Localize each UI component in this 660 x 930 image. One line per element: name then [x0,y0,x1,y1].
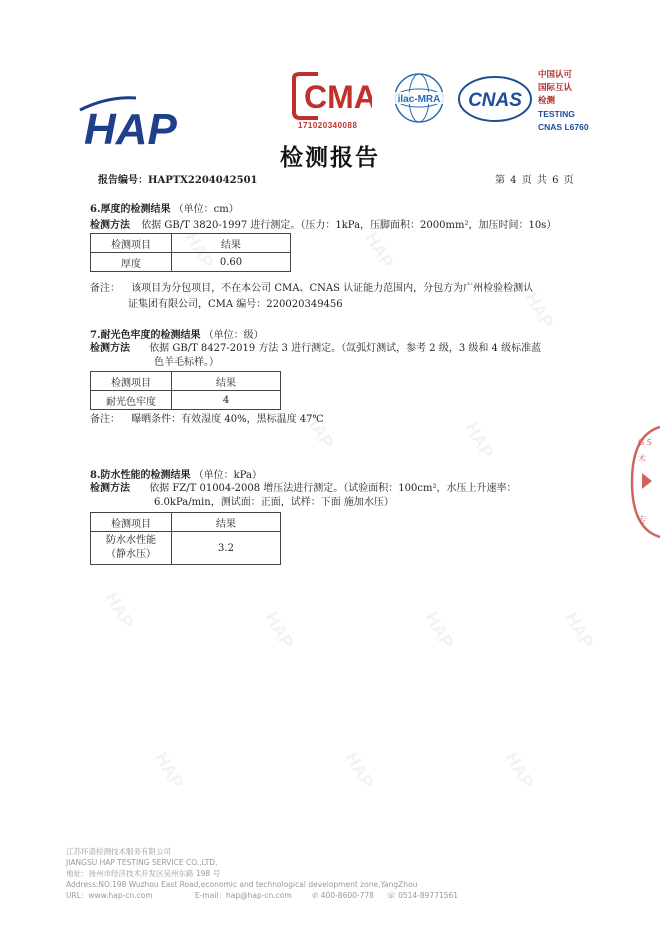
section-lightfastness-title [90,326,264,341]
accreditation-text [538,69,589,134]
watermark: HAP [301,408,338,452]
footer-phone: 400-8600-778 [320,891,374,900]
table-row [91,253,291,272]
section-title: 7.耐光色牢度的检测结果 [90,330,201,341]
table-row [91,532,281,565]
method-text: 依据 GB/T 3820-1997 进行测定。（压力：1kPa，压脚面积：2000mm²，加压时间：10s） [141,220,557,231]
watermark: HAP [421,608,458,652]
seal-stamp-fragment [628,425,660,540]
method-label: 检测方法 [90,483,130,494]
watermark: HAP [361,228,398,272]
method-label: 检测方法 [90,220,130,231]
method-text: 依据 FZ/T 01004-2008 增压法进行测定。（试验面积：100cm²，水压上升速率： [149,483,517,494]
fax-icon: ☏ [386,891,396,900]
footer-address-en: Address:NO.198 Wuzhou East Road,economic and technological development zone,YangZhou [66,880,418,889]
accreditation-line: 中国认可 [538,70,573,80]
section-unit: （单位：kPa） [193,470,262,481]
table-header: 结果 [172,513,281,532]
section-waterproof-title [90,466,262,481]
table-row [91,391,281,410]
page-info: 第 4 页 共 6 页 [495,175,575,186]
watermark: HAP [521,288,558,332]
method-text: 6.0kPa/min，测试面：正面，试样：下面 施加水压） [154,497,394,508]
cnas-mark [456,74,534,124]
cma-number: 171020340088 [298,121,358,130]
waterproof-table [90,512,281,565]
footer-fax: 0514-89771561 [398,891,459,900]
cma-mark [290,72,372,120]
table-cell: 3.2 [172,532,281,565]
table-cell: 防水水性能 （静水压） [91,532,172,565]
cma-text: CMA [304,79,372,115]
svg-text:术: 术 [638,454,646,463]
table-header-row [91,372,281,391]
note-text: 证集团有限公司，CMA 编号：220020349456 [128,299,343,310]
footer-email: E-mail：hap@hap-cn.com [194,891,292,900]
thickness-table [90,233,291,272]
hap-logo-text: HAP [84,105,177,154]
footer-address-cn: 地址：扬州市经济技术开发区吴州东路 198 号 [66,869,221,878]
section-waterproof-method [90,482,600,510]
watermark: HAP [151,748,188,792]
footer-url: URL：www.hap-cn.com [66,891,153,900]
table-header: 检测项目 [91,234,172,253]
note-label: 备注： [90,283,120,294]
note-text: 该项目为分包项目，不在本公司 CMA、CNAS 认证能力范围内，分包方为广州检验检测认 [131,283,534,294]
section-unit: （单位：cm） [173,204,239,215]
report-number: 报告编号：HAPTX2204042501 [98,175,258,186]
accreditation-line: 检测 [538,96,556,106]
phone-icon: ✆ [312,891,319,900]
accreditation-line: CNAS L6760 [538,122,589,132]
accreditation-line: 国际互认 [538,83,573,93]
footer [66,846,458,901]
footer-contacts [66,890,458,901]
watermark: HAP [181,228,218,272]
table-header: 结果 [172,234,291,253]
watermark: HAP [461,418,498,462]
table-header: 结果 [172,372,281,391]
method-label: 检测方法 [90,343,130,354]
method-text: 色羊毛标样。） [154,357,219,368]
table-cell: 厚度 [91,253,172,272]
note-text: 曝晒条件：有效湿度 40%，黑标温度 47℃ [131,414,324,425]
section-thickness-method [90,216,556,231]
lightfastness-note [90,412,324,428]
section-title: 8.防水性能的检测结果 [90,470,191,481]
svg-text:G S: G S [638,438,652,447]
watermark: HAP [341,748,378,792]
watermark: HAP [101,588,138,632]
table-header: 检测项目 [91,372,172,391]
watermark: HAP [561,608,598,652]
ilac-mra-mark [388,72,450,124]
section-thickness-title [90,200,239,215]
section-unit: （单位：级） [203,330,264,341]
footer-company-cn: 江苏环谱检测技术服务有限公司 [66,847,171,856]
table-cell: 4 [172,391,281,410]
note-label: 备注： [90,414,120,425]
table-cell: 耐光色牢度 [91,391,172,410]
section-lightfastness-method [90,342,600,370]
thickness-note [90,281,533,313]
page-title: 检测报告 [280,145,380,171]
table-header: 检测项目 [91,513,172,532]
watermark: HAP [501,748,538,792]
table-header-row [91,234,291,253]
watermark: HAP [261,608,298,652]
lightfastness-table [90,371,281,410]
footer-company-en: JIANGSU HAP TESTING SERVICE CO.,LTD. [66,858,218,867]
svg-text:专: 专 [638,516,648,526]
accreditation-line: TESTING [538,109,575,119]
method-text: 依据 GB/T 8427-2019 方法 3 进行测定。（氙弧灯测试，参考 2 级，3 级和 4 级标准蓝 [149,343,542,354]
table-cell: 0.60 [172,253,291,272]
ilac-text: ilac-MRA [397,94,441,105]
cnas-text: CNAS [468,90,522,111]
section-title: 6.厚度的检测结果 [90,204,171,215]
table-header-row [91,513,281,532]
